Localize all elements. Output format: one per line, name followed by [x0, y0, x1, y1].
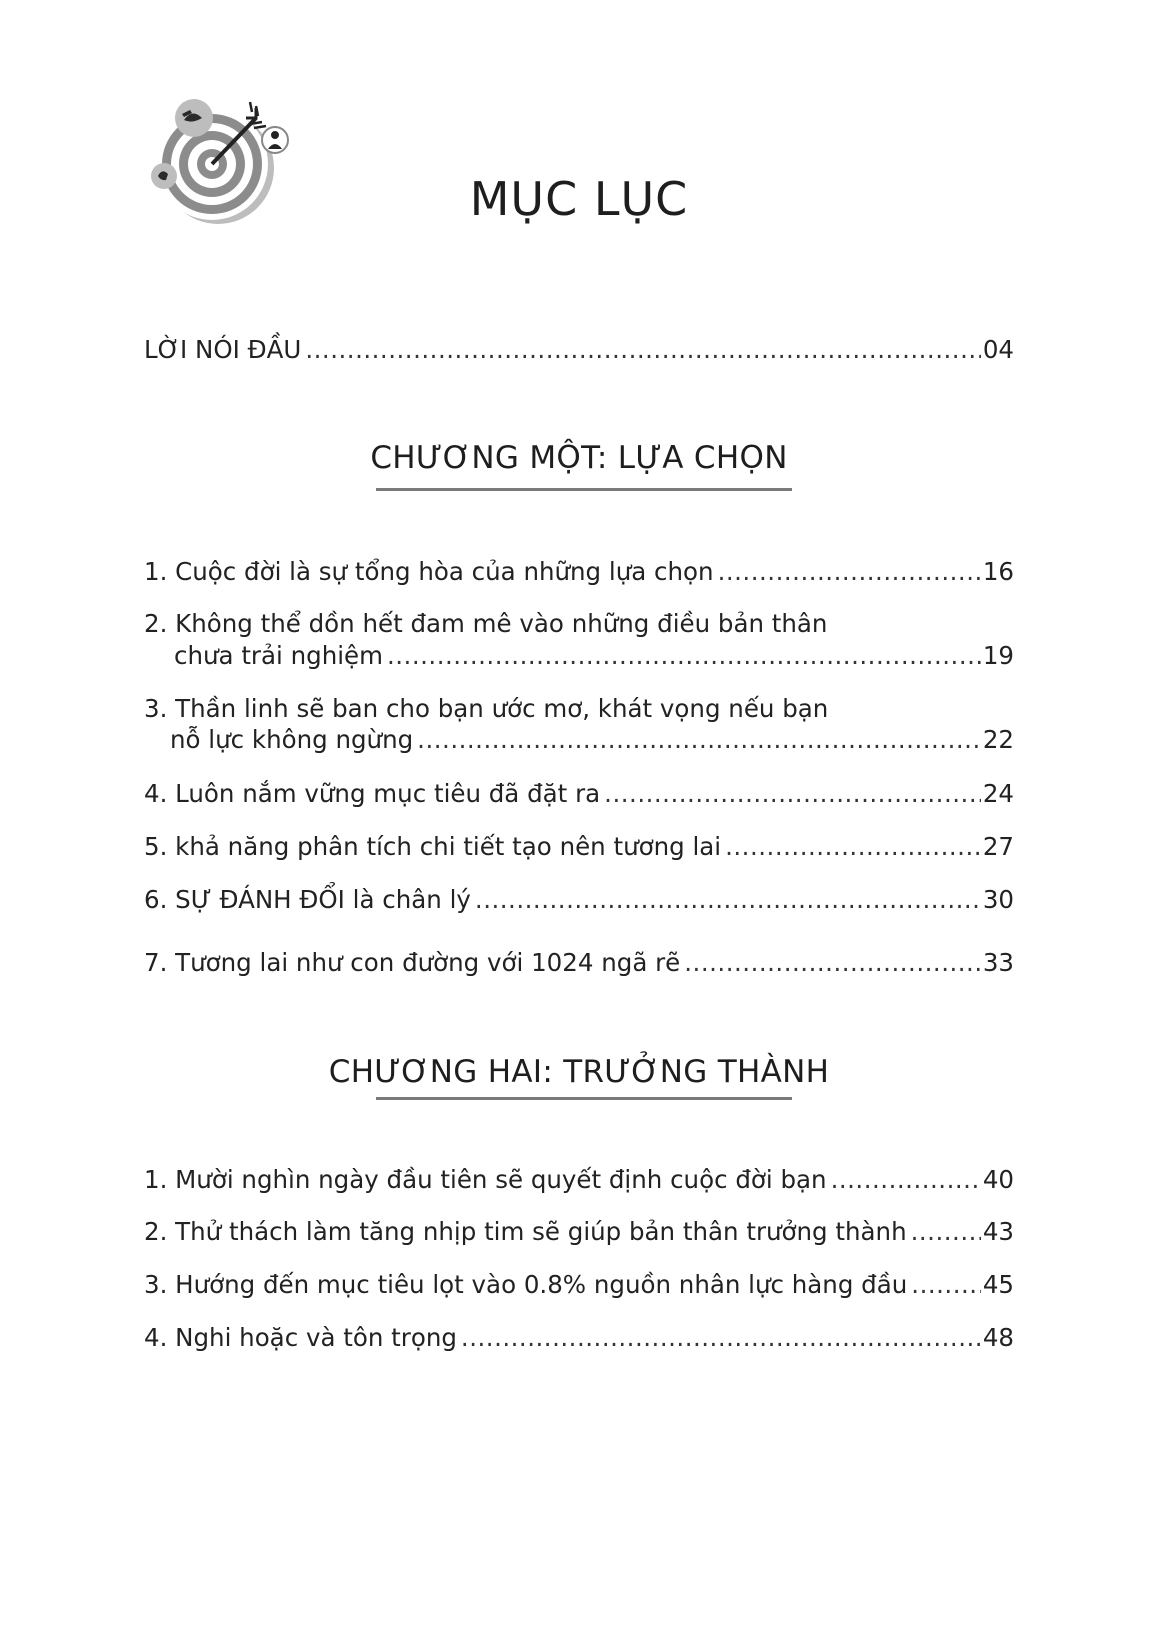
toc-entry-text: LỜI NÓI ĐẦU [144, 335, 302, 364]
toc-entry-page: 48 [982, 1323, 1014, 1352]
toc-entry-first-line[interactable]: 3. Thần linh sẽ ban cho bạn ước mơ, khát vọng nếu bạn [144, 694, 829, 723]
toc-entry-text: 1. Cuộc đời là sự tổng hòa của những lựa chọn [144, 557, 714, 586]
toc-entry[interactable] [144, 556, 1014, 588]
toc-entry[interactable] [144, 947, 1014, 979]
chapter-underline [376, 1097, 792, 1100]
dot-leader [684, 947, 981, 979]
toc-entry-page: 22 [982, 725, 1014, 754]
chapter-heading: CHƯƠNG MỘT: LỰA CHỌN [370, 440, 788, 476]
toc-entry-text: nỗ lực không ngừng [170, 725, 414, 754]
dot-leader [718, 556, 981, 588]
toc-entry-text: 2. Thử thách làm tăng nhịp tim sẽ giúp bản thân trưởng thành [144, 1217, 907, 1246]
toc-entry-page: 16 [982, 557, 1014, 586]
dot-leader [911, 1216, 981, 1248]
toc-entry-page: 40 [982, 1165, 1014, 1194]
dot-leader [417, 724, 981, 756]
dot-leader [911, 1269, 981, 1301]
page-title: MỤC LỤC [469, 172, 689, 226]
dot-leader [831, 1164, 981, 1196]
toc-entry-page: 27 [982, 832, 1014, 861]
toc-entry[interactable] [144, 1322, 1014, 1354]
toc-entry-text: 1. Mười nghìn ngày đầu tiên sẽ quyết định cuộc đời bạn [144, 1165, 827, 1194]
toc-entry-preface[interactable] [144, 334, 1014, 366]
toc-entry-first-line[interactable]: 2. Không thể dồn hết đam mê vào những điều bản thân [144, 609, 828, 638]
toc-entry-text: chưa trải nghiệm [174, 641, 383, 670]
toc-entry-page: 33 [982, 948, 1014, 977]
toc-entry[interactable] [174, 640, 1014, 672]
toc-entry-page: 04 [982, 335, 1014, 364]
toc-entry-text: 7. Tương lai như con đường với 1024 ngã rẽ [144, 948, 681, 977]
toc-entry[interactable] [144, 1216, 1014, 1248]
toc-entry-text: 6. SỰ ĐÁNH ĐỔI là chân lý [144, 885, 471, 914]
toc-entry[interactable] [170, 724, 1014, 756]
toc-entry-page: 24 [982, 779, 1014, 808]
toc-entry-page: 19 [982, 641, 1014, 670]
toc-entry-text: 3. Hướng đến mục tiêu lọt vào 0.8% nguồn nhân lực hàng đầu [144, 1270, 908, 1299]
chapter-underline [376, 488, 792, 491]
toc-entry-page: 30 [982, 885, 1014, 914]
toc-entry-text: 5. khả năng phân tích chi tiết tạo nên tương lai [144, 832, 722, 861]
toc-entry-text: 4. Nghi hoặc và tôn trọng [144, 1323, 457, 1352]
dot-leader [475, 884, 981, 916]
toc-entry[interactable] [144, 884, 1014, 916]
dot-leader [461, 1322, 981, 1354]
toc-entry-page: 43 [982, 1217, 1014, 1246]
toc-entry-page: 45 [982, 1270, 1014, 1299]
dot-leader [725, 831, 981, 863]
dot-leader [604, 778, 981, 810]
toc-entry[interactable] [144, 1269, 1014, 1301]
chapter-heading: CHƯƠNG HAI: TRƯỞNG THÀNH [328, 1054, 830, 1090]
toc-entry[interactable] [144, 831, 1014, 863]
dot-leader [305, 334, 980, 366]
toc-entry[interactable] [144, 778, 1014, 810]
toc-entry-text: 4. Luôn nắm vững mục tiêu đã đặt ra [144, 779, 601, 808]
dot-leader [387, 640, 981, 672]
toc-entry[interactable] [144, 1164, 1014, 1196]
